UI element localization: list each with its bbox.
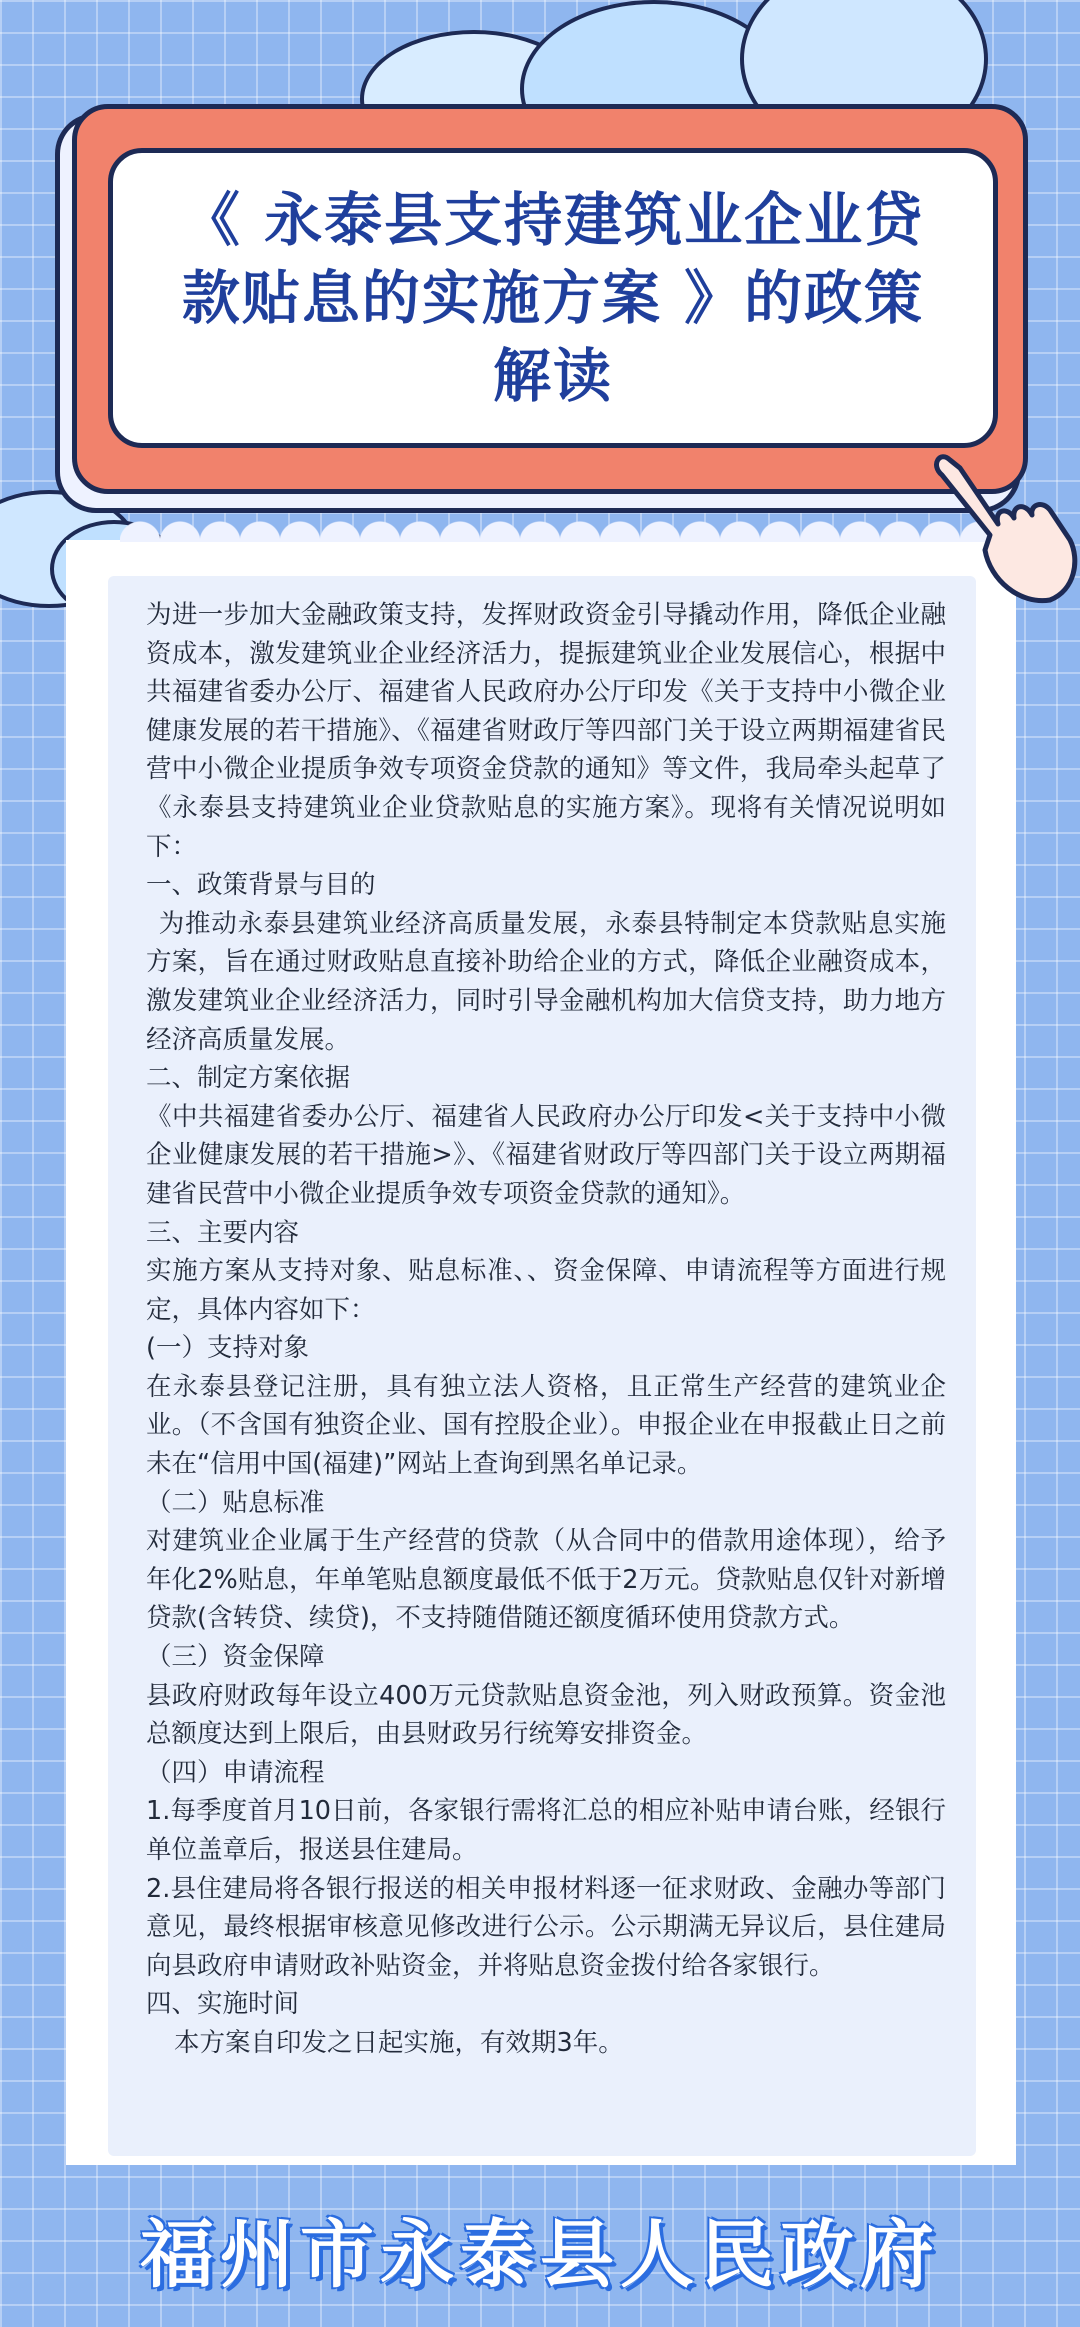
section-heading: 四、实施时间: [146, 1989, 300, 2020]
footer: [0, 2170, 1080, 2327]
policy-body: [146, 596, 946, 2063]
subsection-heading: (一）支持对象: [146, 1333, 309, 1364]
paragraph: 实施方案从支持对象、贴息标准、、资金保障、申请流程等方面进行规定，具体内容如下：: [146, 1256, 946, 1325]
paragraph: 为推动永泰县建筑业经济高质量发展，永泰县特制定本贷款贴息实施方案，旨在通过财政贴息直接补助给企业的方式，降低企业融资成本，激发建筑业企业经济活力，同时引导金融机构加大信贷支持，助力地方经济高质量发展。: [146, 908, 946, 1055]
paragraph: 本方案自印发之日起实施，有效期3年。: [174, 2027, 624, 2058]
section-heading: 二、制定方案依据: [146, 1063, 351, 1094]
page-title: 《 永泰县支持建筑业企业贷款贴息的实施方案 》的政策解读: [181, 186, 925, 410]
title-box: [108, 148, 998, 448]
issuer-name: 福州市永泰县人民政府: [140, 2211, 940, 2298]
scallop-edge: [120, 496, 1000, 542]
intro-paragraph: 为进一步加大金融政策支持，发挥财政资金引导撬动作用，降低企业融资成本，激发建筑业企业经济活力，提振建筑业企业发展信心，根据中共福建省委办公厅、福建省人民政府办公厅印发《关于支持中小微企业健康发展的若干措施》、《福建省财政厅等四部门关于设立两期福建省民营中小微企业提质争效专项资金贷款的通知》等文件，我局牵头起草了《永泰县支持建筑业企业贷款贴息的实施方案》。现将有关情况说明如下：: [146, 600, 946, 862]
subsection-heading: （四）申请流程: [146, 1757, 325, 1788]
paragraph: 1.每季度首月10日前，各家银行需将汇总的相应补贴申请台账，经银行单位盖章后，报送县住建局。: [146, 1796, 946, 1865]
paragraph: 县政府财政每年设立400万元贷款贴息资金池，列入财政预算。资金池总额度达到上限后，由县财政另行统筹安排资金。: [146, 1680, 946, 1750]
section-heading: 一、政策背景与目的: [146, 870, 376, 901]
paragraph: 2.县住建局将各银行报送的相关申报材料逐一征求财政、金融办等部门意见，最终根据审核意见修改进行公示。公示期满无异议后，县住建局向县政府申请财政补贴资金，并将贴息资金拨付给各家银行。: [146, 1873, 946, 1981]
paragraph: 对建筑业企业属于生产经营的贷款（从合同中的借款用途体现），给予年化2%贴息，年单笔贴息额度最低不低于2万元。贷款贴息仅针对新增贷款(含转贷、续贷)，不支持随借随还额度循环使用贷款方式。: [146, 1526, 946, 1634]
paragraph: 在永泰县登记注册，具有独立法人资格，且正常生产经营的建筑业企业。（不含国有独资企业、国有控股企业）。申报企业在申报截止日之前未在“信用中国(福建)”网站上查询到黑名单记录。: [146, 1371, 946, 1480]
paragraph: 《中共福建省委办公厅、福建省人民政府办公厅印发<关于支持中小微企业健康发展的若干措施>》、《福建省财政厅等四部门关于设立两期福建省民营中小微企业提质争效专项资金贷款的通知》。: [146, 1101, 946, 1209]
subsection-heading: （二）贴息标准: [146, 1487, 325, 1518]
section-heading: 三、主要内容: [146, 1217, 300, 1248]
subsection-heading: （三）资金保障: [146, 1642, 325, 1673]
